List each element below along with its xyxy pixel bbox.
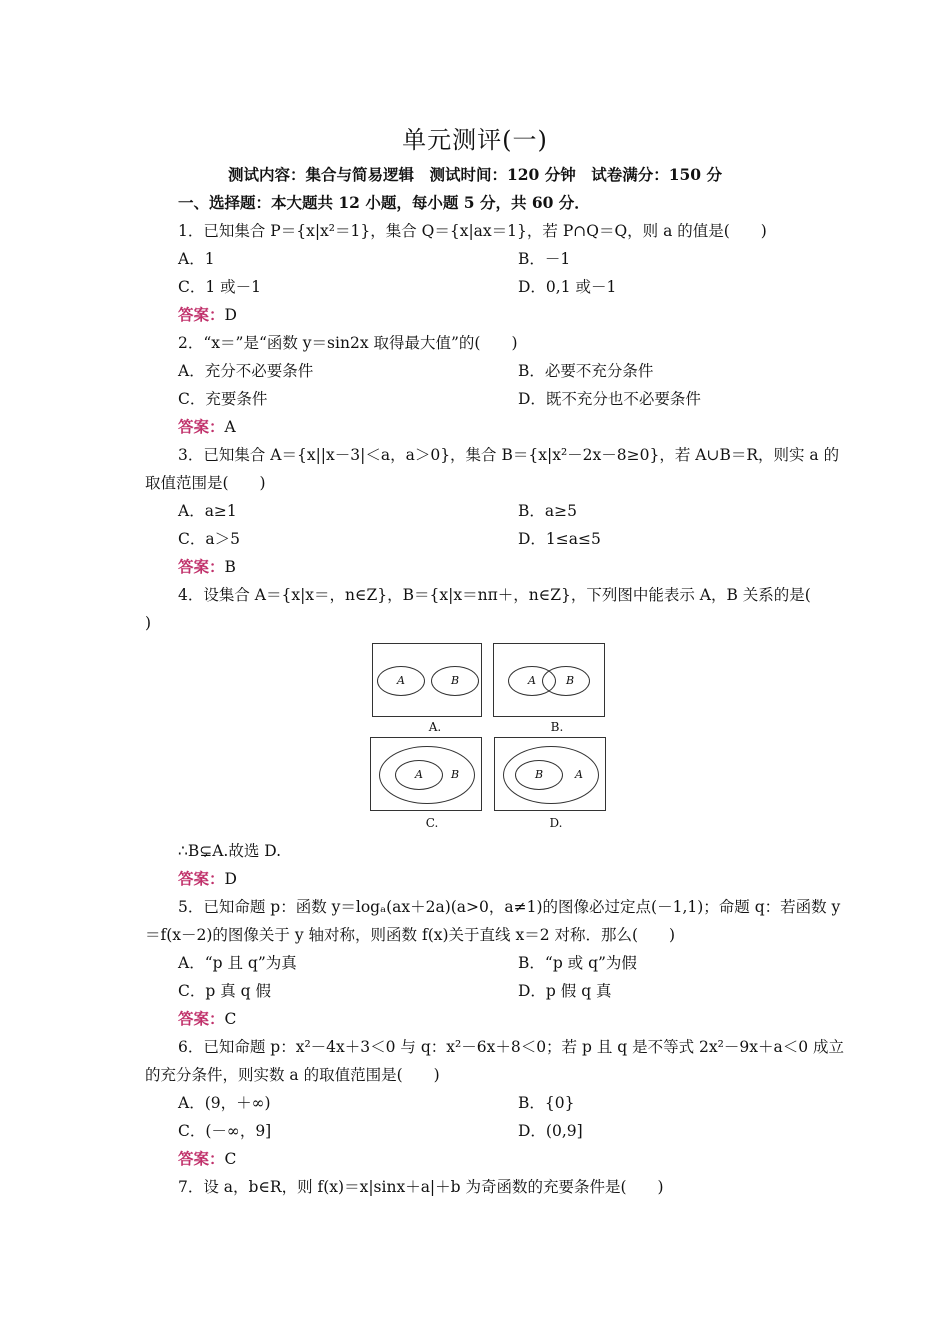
answer-label: 答案： [178,1009,225,1028]
question-1-option-c: C．1 或－1 [178,278,262,296]
question-4-answer [178,869,237,889]
venn-figure-c [370,737,482,811]
question-6-option-b: B．{0} [518,1094,575,1112]
question-4-conclusion: ∴B⊊A.故选 D. [178,842,282,860]
venn-figure-d [494,737,606,811]
question-7-stem: 7．设 a，b∈R，则 f(x)＝x|sinx＋a|＋b 为奇函数的充要条件是( ) [178,1178,664,1196]
question-2-answer [178,417,236,437]
question-5-option-d: D．p 假 q 真 [518,982,612,1000]
question-5-stem-line1: 5．已知命题 p：函数 y＝logₐ(ax＋2a)(a>0，a≠1)的图像必过定点(－1,1)；命题 q：若函数 y [178,898,841,916]
question-1-stem: 1．已知集合 P＝{x|x²＝1}，集合 Q＝{x|ax＝1}，若 P∩Q＝Q，则 a 的值是( ) [178,222,767,240]
question-1-answer [178,305,237,325]
venn-figure-a [372,643,482,717]
figure-d-caption: D. [549,816,563,830]
answer-value: D [224,306,237,324]
question-1-option-a: A．1 [178,250,215,268]
question-3-option-a: A．a≥1 [178,502,237,520]
question-4-stem-line2: ) [145,614,152,632]
question-2-option-c: C．充要条件 [178,390,268,408]
answer-label: 答案： [178,557,225,576]
answer-label: 答案： [178,305,225,324]
question-2-option-a: A．充分不必要条件 [178,362,314,380]
question-5-stem-line2: ＝f(x－2)的图像关于 y 轴对称，则函数 f(x)关于直线 x＝2 对称．那么( ) [145,926,676,944]
question-4-stem-line1: 4．设集合 A＝{x|x＝，n∈Z}，B＝{x|x＝nπ＋，n∈Z}，下列图中能表示 A，B 关系的是( [178,586,811,604]
question-5-option-c: C．p 真 q 假 [178,982,271,1000]
question-6-answer [178,1149,236,1169]
question-6-option-a: A．(9，＋∞) [178,1094,271,1112]
figure-a-caption: A. [428,720,442,734]
question-3-option-b: B．a≥5 [518,502,577,520]
set-b-label: B [566,674,575,687]
set-a-label: A [397,674,405,687]
set-a-label: A [575,768,583,781]
set-b-label: B [451,674,460,687]
question-3-answer [178,557,236,577]
question-5-option-a: A．“p 且 q”为真 [178,954,297,972]
figure-c-caption: C. [425,816,439,830]
question-2-option-b: B．必要不充分条件 [518,362,654,380]
answer-label: 答案： [178,869,225,888]
question-2-option-d: D．既不充分也不必要条件 [518,390,701,408]
question-6-option-d: D．(0,9] [518,1122,583,1140]
set-a-label: A [415,768,423,781]
set-b-label: B [535,768,544,781]
section-heading: 一、选择题：本大题共 12 小题，每小题 5 分，共 60 分． [178,193,590,212]
answer-value: C [224,1150,237,1168]
answer-value: B [224,558,236,576]
page-title: 单元测评(一) [402,126,548,154]
answer-label: 答案： [178,417,225,436]
question-6-stem-line1: 6．已知命题 p：x²－4x＋3＜0 与 q：x²－6x＋8＜0；若 p 且 q 是不等式 2x²－9x＋a＜0 成立 [178,1038,844,1056]
answer-label: 答案： [178,1149,225,1168]
answer-value: D [224,870,237,888]
question-3-stem-line2: 取值范围是( ) [145,474,266,492]
question-1-option-d: D．0,1 或－1 [518,278,617,296]
question-5-option-b: B．“p 或 q”为假 [518,954,637,972]
question-5-answer [178,1009,236,1029]
question-3-stem-line1: 3．已知集合 A＝{x||x－3|＜a，a＞0}，集合 B＝{x|x²－2x－8≥0}，若 A∪B＝R，则实 a 的 [178,446,840,464]
answer-value: A [224,418,236,436]
answer-value: C [224,1010,237,1028]
figure-b-caption: B. [550,720,564,734]
question-6-stem-line2: 的充分条件，则实数 a 的取值范围是( ) [145,1066,440,1084]
question-1-option-b: B．－1 [518,250,571,268]
question-3-option-c: C．a＞5 [178,530,240,548]
set-a-label: A [528,674,536,687]
question-3-option-d: D．1≤a≤5 [518,530,601,548]
test-info: 测试内容：集合与简易逻辑 测试时间：120 分钟 试卷满分：150 分 [227,165,722,184]
set-b-label: B [451,768,460,781]
venn-figure-b [493,643,605,717]
question-6-option-c: C．(－∞，9] [178,1122,272,1140]
question-2-stem: 2．“x＝”是“函数 y＝sin2x 取得最大值”的( ) [178,334,518,352]
